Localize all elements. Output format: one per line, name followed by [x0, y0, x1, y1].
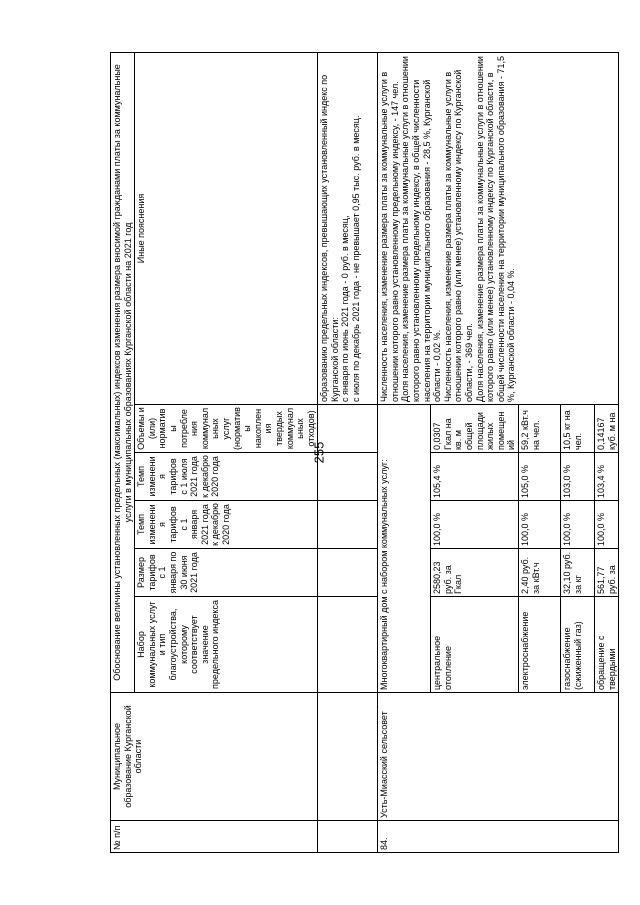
- rate1-value: 100,0 %: [561, 501, 595, 549]
- entry-notes: Численность населения, изменение размера платы за коммунальные услуги в отношении которого равно установленному предельному индексу, - 147 чел. Доля населения, изменение размера платы за коммунальные услуги в отношении которого равно установленному предельному индексу, в общей численности населения на территории муниципального образования - 28,5 %, Курганской области - 0,02 %. Численность населения, изменение размера платы за коммунальные услуги в отношении которого равно (или менее) установленному индексу по Курганской области, - 369 чел. Доля населения, изменение размера платы за коммунальные услуги в отношении которого равно (или менее) установленному индексу по Курганской области, в общей численности населения на территории муниципального образования - 71,5 %, Курганской области - 0,04 %.: [378, 52, 619, 404]
- header-municipality: Муниципальное образование Курганской области: [111, 693, 318, 821]
- header-row-1: [111, 52, 135, 852]
- service-name: обращение с твердыми: [595, 597, 619, 693]
- rate2-value: 103,0 %: [561, 453, 595, 501]
- service-name: центральное отопление: [431, 597, 519, 693]
- header-no: № п/п: [111, 821, 318, 853]
- rate1-value: 100,0 %: [431, 501, 519, 549]
- tariff-value: 2580,23 руб. за Гкал: [431, 549, 519, 597]
- volume-value: 10,5 кг на чел.: [561, 405, 595, 453]
- entry-municipality: Усть-Миасский сельсовет: [378, 693, 619, 821]
- volume-value: 0,14167 куб. м на: [595, 405, 619, 453]
- tariff-value: 2,40 руб. за кВт.ч: [519, 549, 561, 597]
- header-notes: Иные пояснения: [135, 52, 318, 404]
- rotated-table-wrapper: [110, 53, 617, 853]
- header-services: Набор коммунальных услуг и тип благоустройства, которому соответствует значение предельного индекса: [135, 597, 318, 693]
- service-name: газоснабжение (сжиженный газ): [561, 597, 595, 693]
- rate2-value: 103,4 %: [595, 453, 619, 501]
- entry-services-title: Многоквартирный дом с набором коммунальных услуг:: [378, 405, 431, 693]
- header-rate2: Темп изменения тарифов с 1 июля 2021 года к декабрю 2020 года: [135, 453, 318, 501]
- tariff-value: 561,77 руб. за: [595, 549, 619, 597]
- rate2-value: 105,0 %: [519, 453, 561, 501]
- header-title: Обоснование величины установленных предельных (максимальных) индексов изменения размера вносимой гражданами платы за коммунальные услуги в муниципальных образованиях Курганской области на 2021 год: [111, 52, 135, 692]
- header-volumes: Объемы и (или) нормативы потребления коммунальных услуг (нормативы накопления твердых коммунальных отходов): [135, 405, 318, 453]
- volume-value: 0,0307 Гкал на кв. м общей площади жилых помещений: [431, 405, 519, 453]
- entry-title-row: [378, 52, 431, 852]
- page-number: 255: [311, 441, 327, 464]
- volume-value: 59,2 кВт.ч на чел.: [519, 405, 561, 453]
- rate1-value: 100,0 %: [595, 501, 619, 549]
- entry-no: 84.: [378, 821, 619, 853]
- tariff-index-table: [110, 52, 619, 853]
- continuation-notes: образованию предельных индексов, превышающих установленный индекс по Курганской области: с января по июнь 2021 года - 0 руб. в месяц, с июля по декабрь 2021 года - не превышает 0,95 тыс. руб. в месяц.: [318, 52, 378, 404]
- service-name: электроснабжение: [519, 597, 561, 693]
- rate1-value: 100,0 %: [519, 501, 561, 549]
- header-rate1: Темп изменения тарифов с 1 января 2021 года к декабрю 2020 года: [135, 501, 318, 549]
- tariff-value: 32,10 руб. за кг: [561, 549, 595, 597]
- header-tariff: Размер тарифов с 1 января по 30 июня 2021 года: [135, 549, 318, 597]
- rate2-value: 105,4 %: [431, 453, 519, 501]
- continuation-row: [318, 52, 378, 852]
